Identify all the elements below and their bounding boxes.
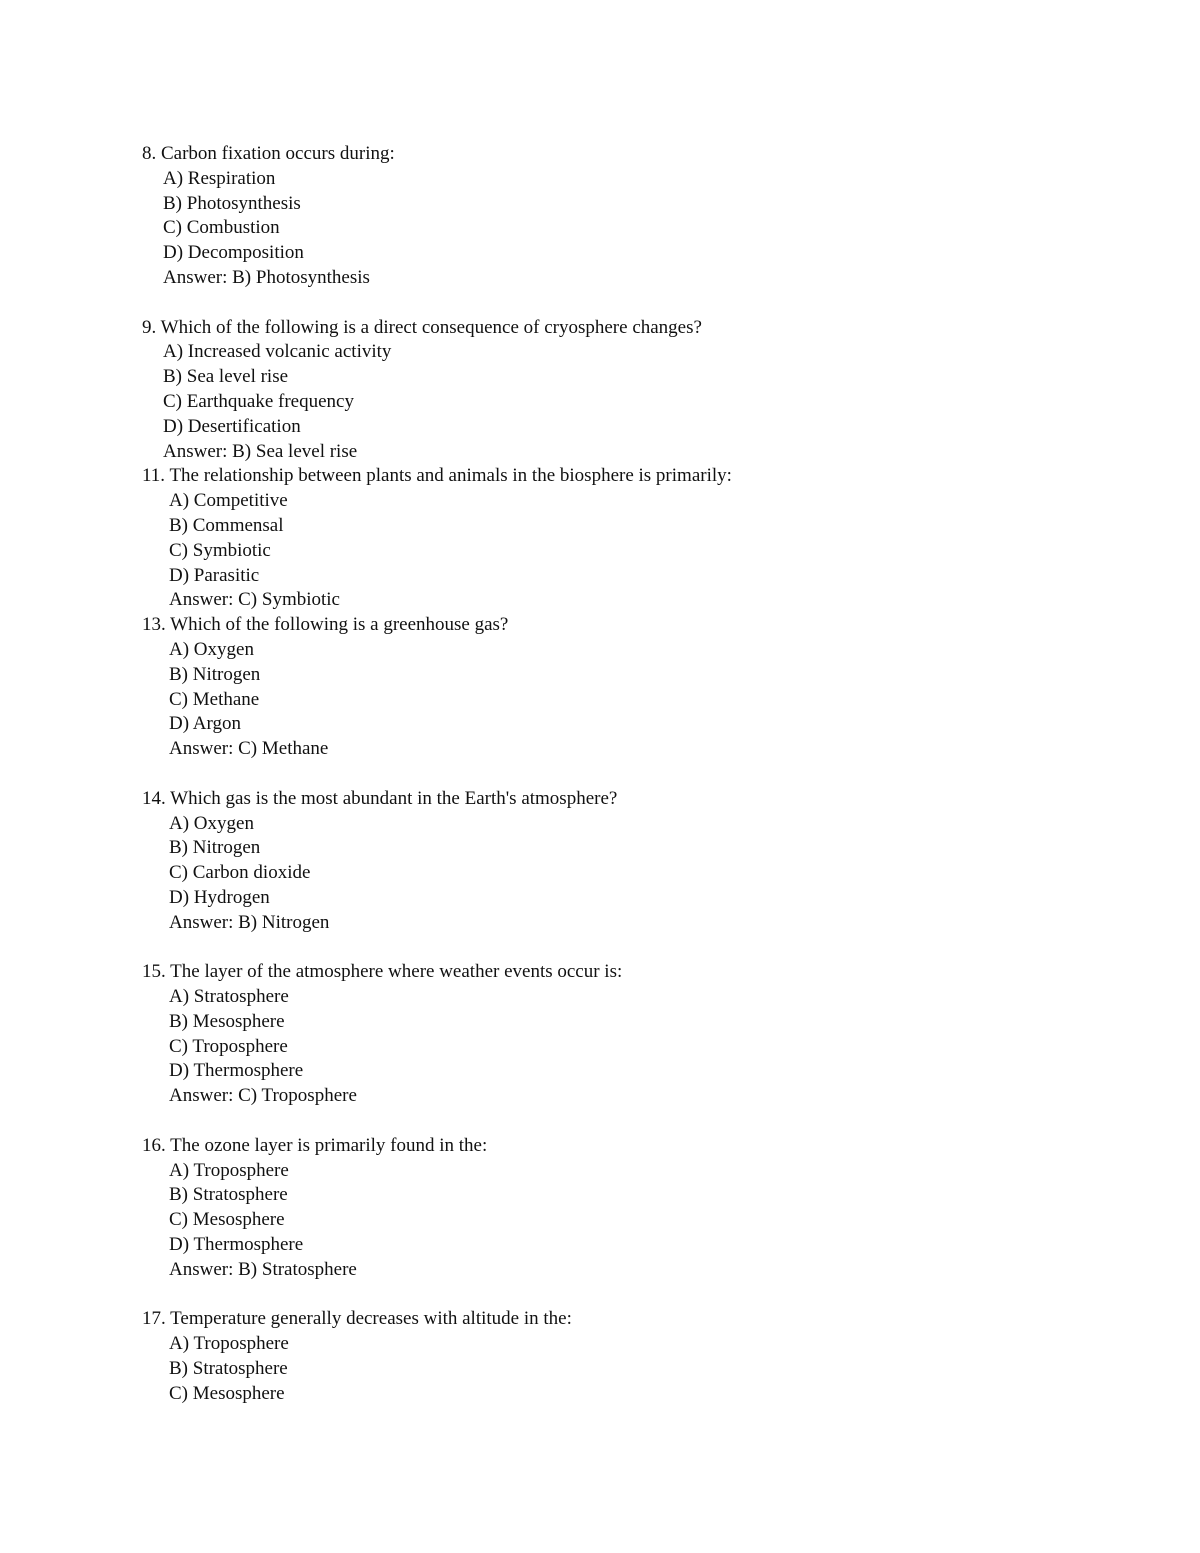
- option-b: B) Commensal: [169, 514, 284, 536]
- question-block-17: [142, 1307, 1142, 1406]
- question-text: 15. The layer of the atmosphere where weather events occur is:: [142, 961, 623, 983]
- option-c: C) Methane: [169, 688, 260, 710]
- option-c: C) Mesosphere: [169, 1209, 285, 1231]
- option-a: A) Increased volcanic activity: [163, 341, 392, 363]
- option-c: C) Symbiotic: [169, 539, 271, 561]
- question-block-14: [142, 787, 1142, 936]
- option-c: C) Earthquake frequency: [163, 390, 354, 412]
- document-page: [142, 142, 1142, 1407]
- question-block-8: [142, 142, 1142, 291]
- option-c: C) Mesosphere: [169, 1382, 285, 1404]
- option-b: B) Sea level rise: [163, 366, 289, 388]
- option-a: A) Troposphere: [169, 1159, 289, 1181]
- spacer: [142, 936, 1142, 961]
- option-d: D) Thermosphere: [169, 1234, 304, 1256]
- option-c: C) Carbon dioxide: [169, 862, 311, 884]
- question-text: 13. Which of the following is a greenhouse gas?: [142, 614, 509, 636]
- option-b: B) Stratosphere: [169, 1358, 288, 1380]
- option-c: C) Combustion: [163, 217, 280, 239]
- option-a: A) Respiration: [163, 167, 276, 189]
- question-block-13: [142, 613, 1142, 762]
- answer-line: Answer: B) Photosynthesis: [163, 266, 370, 288]
- answer-line: Answer: B) Nitrogen: [169, 911, 330, 933]
- question-text: 17. Temperature generally decreases with altitude in the:: [142, 1308, 572, 1330]
- option-b: B) Stratosphere: [169, 1184, 288, 1206]
- answer-line: Answer: B) Stratosphere: [169, 1258, 357, 1280]
- option-a: A) Stratosphere: [169, 986, 289, 1008]
- question-text: 14. Which gas is the most abundant in the Earth's atmosphere?: [142, 787, 618, 809]
- answer-line: Answer: C) Methane: [169, 738, 329, 760]
- answer-line: Answer: C) Symbiotic: [169, 589, 340, 611]
- option-d: D) Desertification: [163, 415, 301, 437]
- question-text: 16. The ozone layer is primarily found in the:: [142, 1134, 488, 1156]
- option-d: D) Argon: [169, 713, 241, 735]
- question-text: 8. Carbon fixation occurs during:: [142, 143, 395, 164]
- answer-line: Answer: B) Sea level rise: [163, 440, 358, 462]
- option-c: C) Troposphere: [169, 1035, 288, 1057]
- spacer: [142, 1283, 1142, 1308]
- option-b: B) Photosynthesis: [163, 192, 301, 214]
- option-a: A) Competitive: [169, 490, 288, 512]
- option-d: D) Thermosphere: [169, 1060, 304, 1082]
- option-b: B) Nitrogen: [169, 837, 261, 859]
- option-d: D) Parasitic: [169, 564, 260, 586]
- option-d: D) Hydrogen: [169, 886, 270, 908]
- question-text: 11. The relationship between plants and animals in the biosphere is primarily:: [142, 465, 732, 487]
- question-block-11: [142, 464, 1142, 613]
- question-block-15: [142, 960, 1142, 1109]
- option-d: D) Decomposition: [163, 242, 304, 264]
- option-b: B) Mesosphere: [169, 1010, 285, 1032]
- option-a: A) Troposphere: [169, 1333, 289, 1355]
- question-block-9: [142, 316, 1142, 465]
- spacer: [142, 291, 1142, 316]
- option-b: B) Nitrogen: [169, 663, 261, 685]
- option-a: A) Oxygen: [169, 638, 254, 660]
- spacer: [142, 1109, 1142, 1134]
- question-text: 9. Which of the following is a direct consequence of cryosphere changes?: [142, 316, 702, 338]
- question-block-16: [142, 1134, 1142, 1283]
- option-a: A) Oxygen: [169, 812, 254, 834]
- answer-line: Answer: C) Troposphere: [169, 1085, 357, 1107]
- spacer: [142, 762, 1142, 787]
